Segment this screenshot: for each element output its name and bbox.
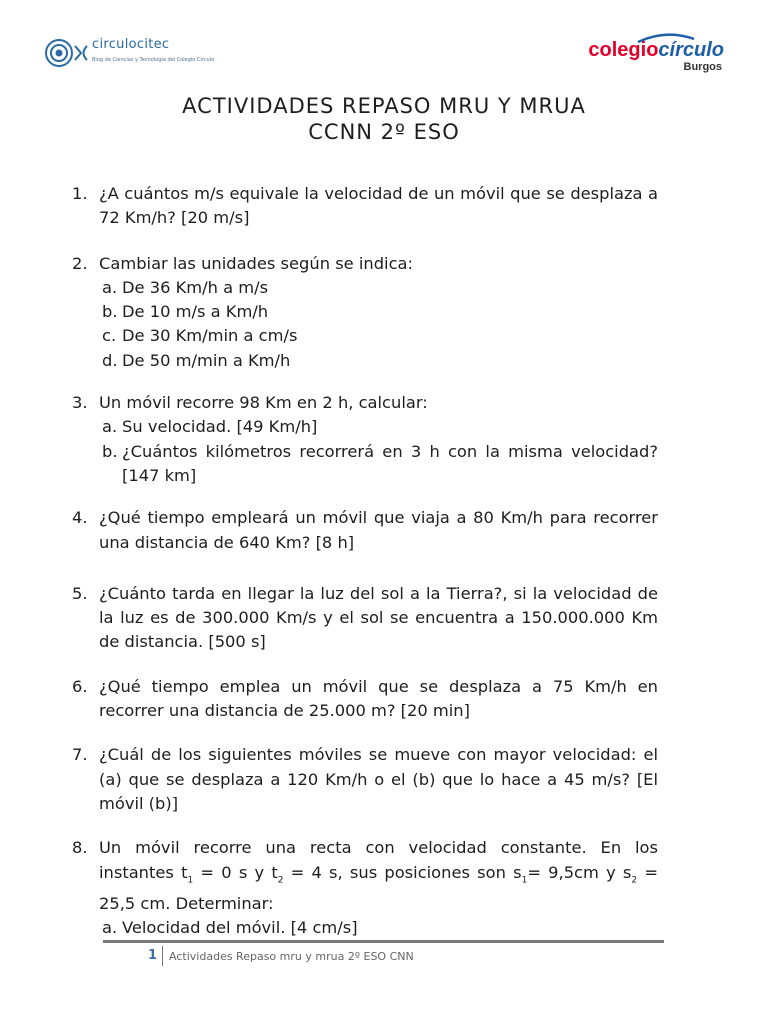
question-number: 2. bbox=[72, 253, 88, 273]
question-number: 6. bbox=[72, 676, 88, 696]
circulocitec-emblem-icon bbox=[44, 38, 88, 68]
question-item bbox=[72, 743, 658, 816]
sub-item bbox=[72, 440, 658, 489]
sub-letter: b. bbox=[102, 441, 118, 461]
q8-subscript: 2 bbox=[277, 874, 284, 885]
question-text: ¿Cuál de los siguientes móviles se mueve con mayor velocidad: el (a) que se desplaza a 120 Km/h o el (b) que lo hace a 45 m/s? [El móvil (b)] bbox=[99, 745, 658, 813]
question-list bbox=[72, 182, 658, 941]
question-item bbox=[72, 391, 658, 415]
question-text: ¿Qué tiempo empleará un móvil que viaja a 80 Km/h para recorrer una distancia de 640 Km? [8 h] bbox=[99, 508, 658, 552]
sub-item bbox=[72, 415, 658, 439]
footer-text: Actividades Repaso mru y mrua 2º ESO CNN bbox=[169, 949, 414, 963]
circulocitec-logo bbox=[44, 38, 214, 68]
q8-text-part: Un móvil recorre una recta con velocidad constante. En los instantes t bbox=[99, 838, 658, 882]
question-text: Un móvil recorre 98 Km en 2 h, calcular: bbox=[99, 393, 428, 413]
q8-text-part: = 4 s, sus posiciones son s bbox=[283, 862, 522, 882]
q8-text-part: = 25,5 cm. Determinar: bbox=[99, 862, 658, 914]
question-item bbox=[72, 675, 658, 724]
sub-text: De 10 m/s a Km/h bbox=[122, 302, 269, 322]
sub-text: De 36 Km/h a m/s bbox=[122, 277, 269, 297]
colegio-circulo-logo bbox=[588, 40, 724, 73]
q8-text-part: = 9,5cm y s bbox=[527, 862, 632, 882]
sub-text: De 50 m/min a Km/h bbox=[122, 350, 291, 370]
q8-text-part: = 0 s y t bbox=[193, 862, 278, 882]
question-item bbox=[72, 182, 658, 231]
sub-letter: a. bbox=[102, 417, 118, 437]
question-number: 3. bbox=[72, 393, 88, 413]
sub-text: ¿Cuántos kilómetros recorrerá en 3 h con la misma velocidad? [147 km] bbox=[122, 441, 658, 485]
question-number: 4. bbox=[72, 508, 88, 528]
q8-subscript: 1 bbox=[521, 874, 528, 885]
sub-text: Velocidad del móvil. [4 cm/s] bbox=[122, 918, 358, 938]
logo-tagline: Blog de Ciencias y Tecnología del Colegio Círculo bbox=[92, 57, 215, 63]
sub-text: Su velocidad. [49 Km/h] bbox=[122, 417, 318, 437]
question-text bbox=[99, 838, 658, 913]
question-text: ¿Cuánto tarda en llegar la luz del sol a la Tierra?, si la velocidad de la luz es de 300.000 Km/s y el sol se encuentra a 150.000.000 Km de distancia. [500 s] bbox=[99, 583, 658, 652]
page-title: ACTIVIDADES REPASO MRU Y MRUA bbox=[182, 94, 586, 118]
sub-letter: a. bbox=[102, 277, 118, 297]
question-number: 8. bbox=[72, 838, 88, 858]
logo-name bbox=[588, 40, 724, 60]
logo-brand-text: circulocitec bbox=[92, 37, 170, 52]
q8-subscript: 1 bbox=[187, 874, 194, 885]
page-header bbox=[0, 0, 768, 90]
logo-name-part2: círculo bbox=[658, 39, 724, 61]
sub-letter: a. bbox=[102, 918, 118, 938]
logo-city: Burgos bbox=[683, 61, 722, 73]
sub-item bbox=[72, 916, 658, 940]
sub-letter: d. bbox=[102, 350, 118, 370]
question-text: ¿Qué tiempo emplea un móvil que se desplaza a 75 Km/h en recorrer una distancia de 25.000 m? [20 min] bbox=[99, 676, 658, 721]
page-number: 1 bbox=[148, 946, 163, 966]
question-item bbox=[72, 506, 658, 555]
logo-name-part1: colegio bbox=[588, 39, 659, 61]
sub-item bbox=[72, 324, 658, 348]
footer-divider bbox=[103, 940, 664, 943]
question-text: Cambiar las unidades según se indica: bbox=[99, 253, 413, 273]
question-text: ¿A cuántos m/s equivale la velocidad de un móvil que se desplaza a 72 Km/h? [20 m/s] bbox=[99, 184, 658, 228]
logo-arc-icon bbox=[636, 33, 696, 43]
question-number: 1. bbox=[72, 184, 88, 203]
q8-subscript: 2 bbox=[631, 874, 638, 885]
question-item bbox=[72, 836, 658, 916]
sub-item bbox=[72, 300, 658, 324]
sub-letter: c. bbox=[102, 326, 117, 346]
sub-item bbox=[72, 276, 658, 300]
question-item bbox=[72, 582, 658, 655]
question-number: 5. bbox=[72, 583, 88, 603]
sub-letter: b. bbox=[102, 302, 118, 322]
page-subtitle: CCNN 2º ESO bbox=[308, 120, 460, 144]
sub-item bbox=[72, 349, 658, 373]
sub-text: De 30 Km/min a cm/s bbox=[122, 326, 298, 346]
page-footer bbox=[148, 945, 414, 967]
question-number: 7. bbox=[72, 745, 88, 765]
question-item bbox=[72, 252, 658, 276]
